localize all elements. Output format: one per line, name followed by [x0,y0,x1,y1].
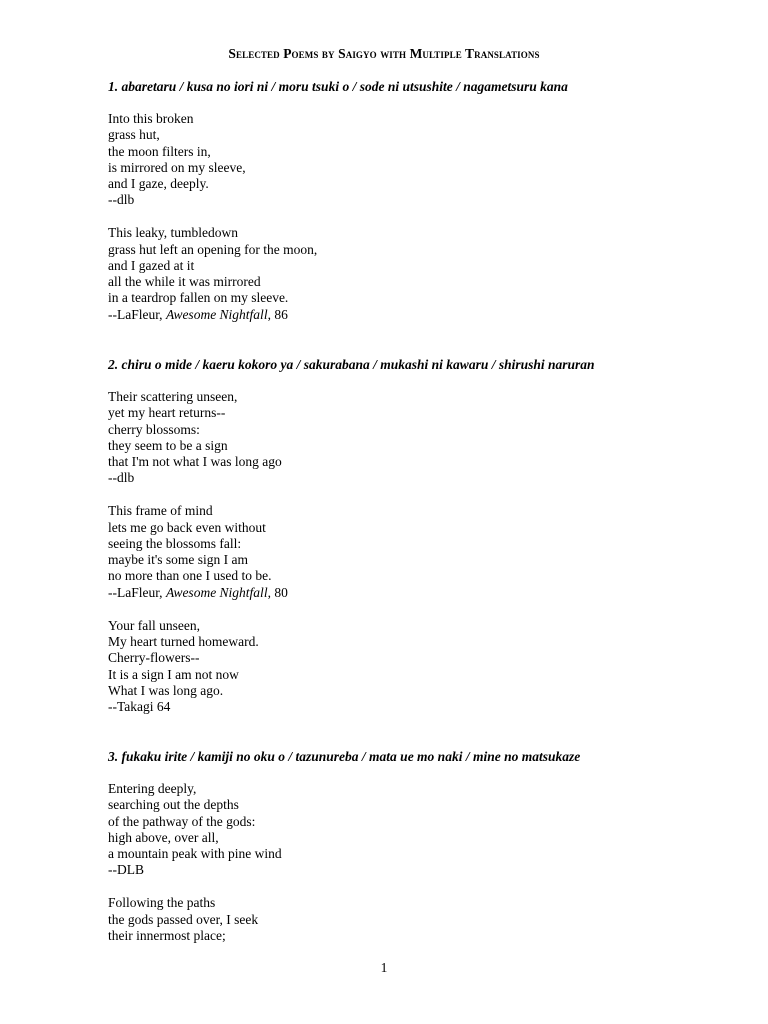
poem-line: no more than one I used to be. [108,568,272,583]
poem-line: My heart turned homeward. [108,634,259,649]
poem-line: seeing the blossoms fall: [108,536,242,551]
poem-line: cherry blossoms: [108,422,200,437]
poem-line: grass hut left an opening for the moon, [108,242,318,257]
poem-line: all the while it was mirrored [108,274,261,289]
document-title: Selected Poems by Saigyo with Multiple Translations [228,46,540,61]
poem-line: that I'm not what I was long ago [108,454,282,469]
poem-heading-1: 1. abaretaru / kusa no iori ni / moru tsuki o / sode ni utsushite / nagametsuru kana [108,79,568,94]
poem-line: Into this broken [108,111,194,126]
poem-line: lets me go back even without [108,520,266,535]
poem-line: yet my heart returns-- [108,405,226,420]
poem-line: the moon filters in, [108,144,211,159]
attribution-suffix: , 80 [267,585,288,600]
poem-line: and I gazed at it [108,258,195,273]
poem-line: Your fall unseen, [108,618,200,633]
translator-attribution: --Takagi 64 [108,699,171,714]
attribution-work: Awesome Nightfall [165,307,268,322]
attribution-prefix: --LaFleur, [108,585,166,600]
poem-line: the gods passed over, I seek [108,912,259,927]
poem-line: Following the paths [108,895,216,910]
poem-line: This frame of mind [108,503,213,518]
translator-attribution: --dlb [108,470,135,485]
page-number: 1 [380,960,388,975]
attribution-prefix: --LaFleur, [108,307,166,322]
poem-line: grass hut, [108,127,160,142]
poem-line: It is a sign I am not now [108,667,239,682]
poem-line: they seem to be a sign [108,438,228,453]
translator-attribution [108,585,288,601]
poem-heading-2: 2. chiru o mide / kaeru kokoro ya / sakurabana / mukashi ni kawaru / shirushi naruran [108,357,595,372]
poem-line: Entering deeply, [108,781,197,796]
poem-line: and I gaze, deeply. [108,176,209,191]
translator-attribution: --DLB [108,862,144,877]
poem-line: What I was long ago. [108,683,224,698]
poem-line: in a teardrop fallen on my sleeve. [108,290,289,305]
poem-line: high above, over all, [108,830,219,845]
poem-line: a mountain peak with pine wind [108,846,282,861]
poem-line: of the pathway of the gods: [108,814,256,829]
translator-attribution [108,307,288,323]
poem-line: is mirrored on my sleeve, [108,160,246,175]
attribution-work: Awesome Nightfall [165,585,268,600]
poem-line: maybe it's some sign I am [108,552,249,567]
poem-line: This leaky, tumbledown [108,225,238,240]
attribution-suffix: , 86 [267,307,288,322]
poem-line: searching out the depths [108,797,239,812]
poem-line: Cherry-flowers-- [108,650,200,665]
poem-heading-3: 3. fukaku irite / kamiji no oku o / tazunureba / mata ue mo naki / mine no matsukaze [108,749,581,764]
poem-line: Their scattering unseen, [108,389,238,404]
poem-line: their innermost place; [108,928,226,943]
translator-attribution: --dlb [108,192,135,207]
